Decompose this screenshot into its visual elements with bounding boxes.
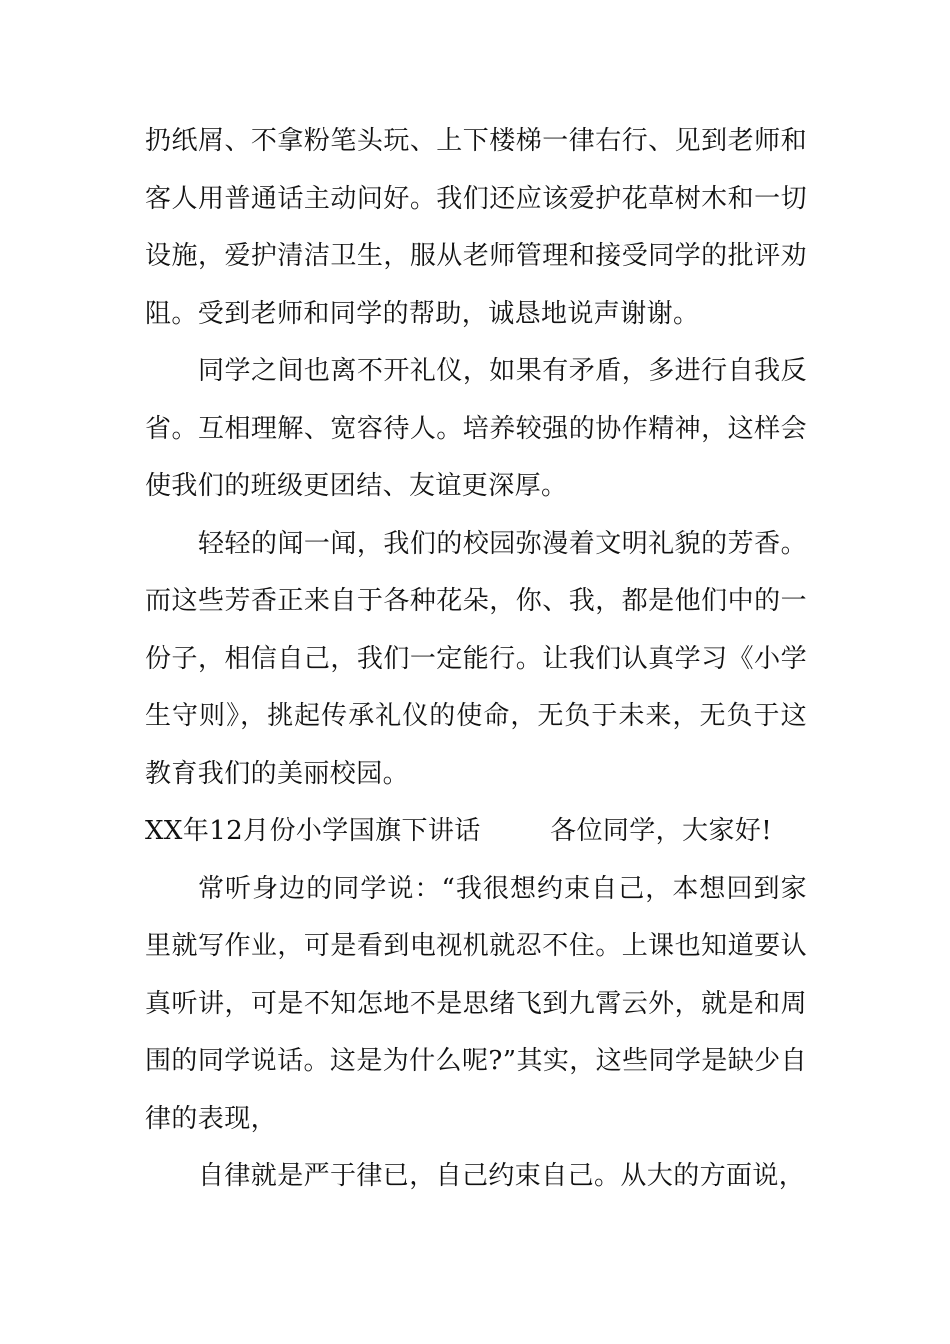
speech-heading-line (145, 803, 807, 861)
speech-greeting: 各位同学，大家好! (550, 816, 773, 846)
document-body (145, 113, 807, 1206)
paragraph-4: 常听身边的同学说：“我很想约束自己，本想回到家里就写作业，可是看到电视机就忍不住。上课也知道要认真听讲，可是不知怎地不是思绪飞到九霄云外，就是和周围的同学说话。这是为什么呢?”其实，这些同学是缺少自律的表现， (145, 873, 807, 1134)
paragraph-2: 同学之间也离不开礼仪，如果有矛盾，多进行自我反省。互相理解、宽容待人。培养较强的协作精神，这样会使我们的班级更团结、友谊更深厚。 (145, 356, 807, 501)
speech-title: XX年12月份小学国旗下讲话 (145, 816, 481, 846)
paragraph-5: 自律就是严于律已，自己约束自己。从大的方面说， (198, 1161, 806, 1191)
paragraph-3: 轻轻的闻一闻，我们的校园弥漫着文明礼貌的芳香。而这些芳香正来自于各种花朵，你、我，都是他们中的一份子，相信自己，我们一定能行。让我们认真学习《小学生守则》，挑起传承礼仪的使命，无负于未来，无负于这教育我们的美丽校园。 (145, 528, 807, 789)
paragraph-1: 扔纸屑、不拿粉笔头玩、上下楼梯一律右行、见到老师和客人用普通话主动问好。我们还应该爱护花草树木和一切设施，爱护清洁卫生，服从老师管理和接受同学的批评劝阻。受到老师和同学的帮助，诚恳地说声谢谢。 (145, 126, 807, 329)
